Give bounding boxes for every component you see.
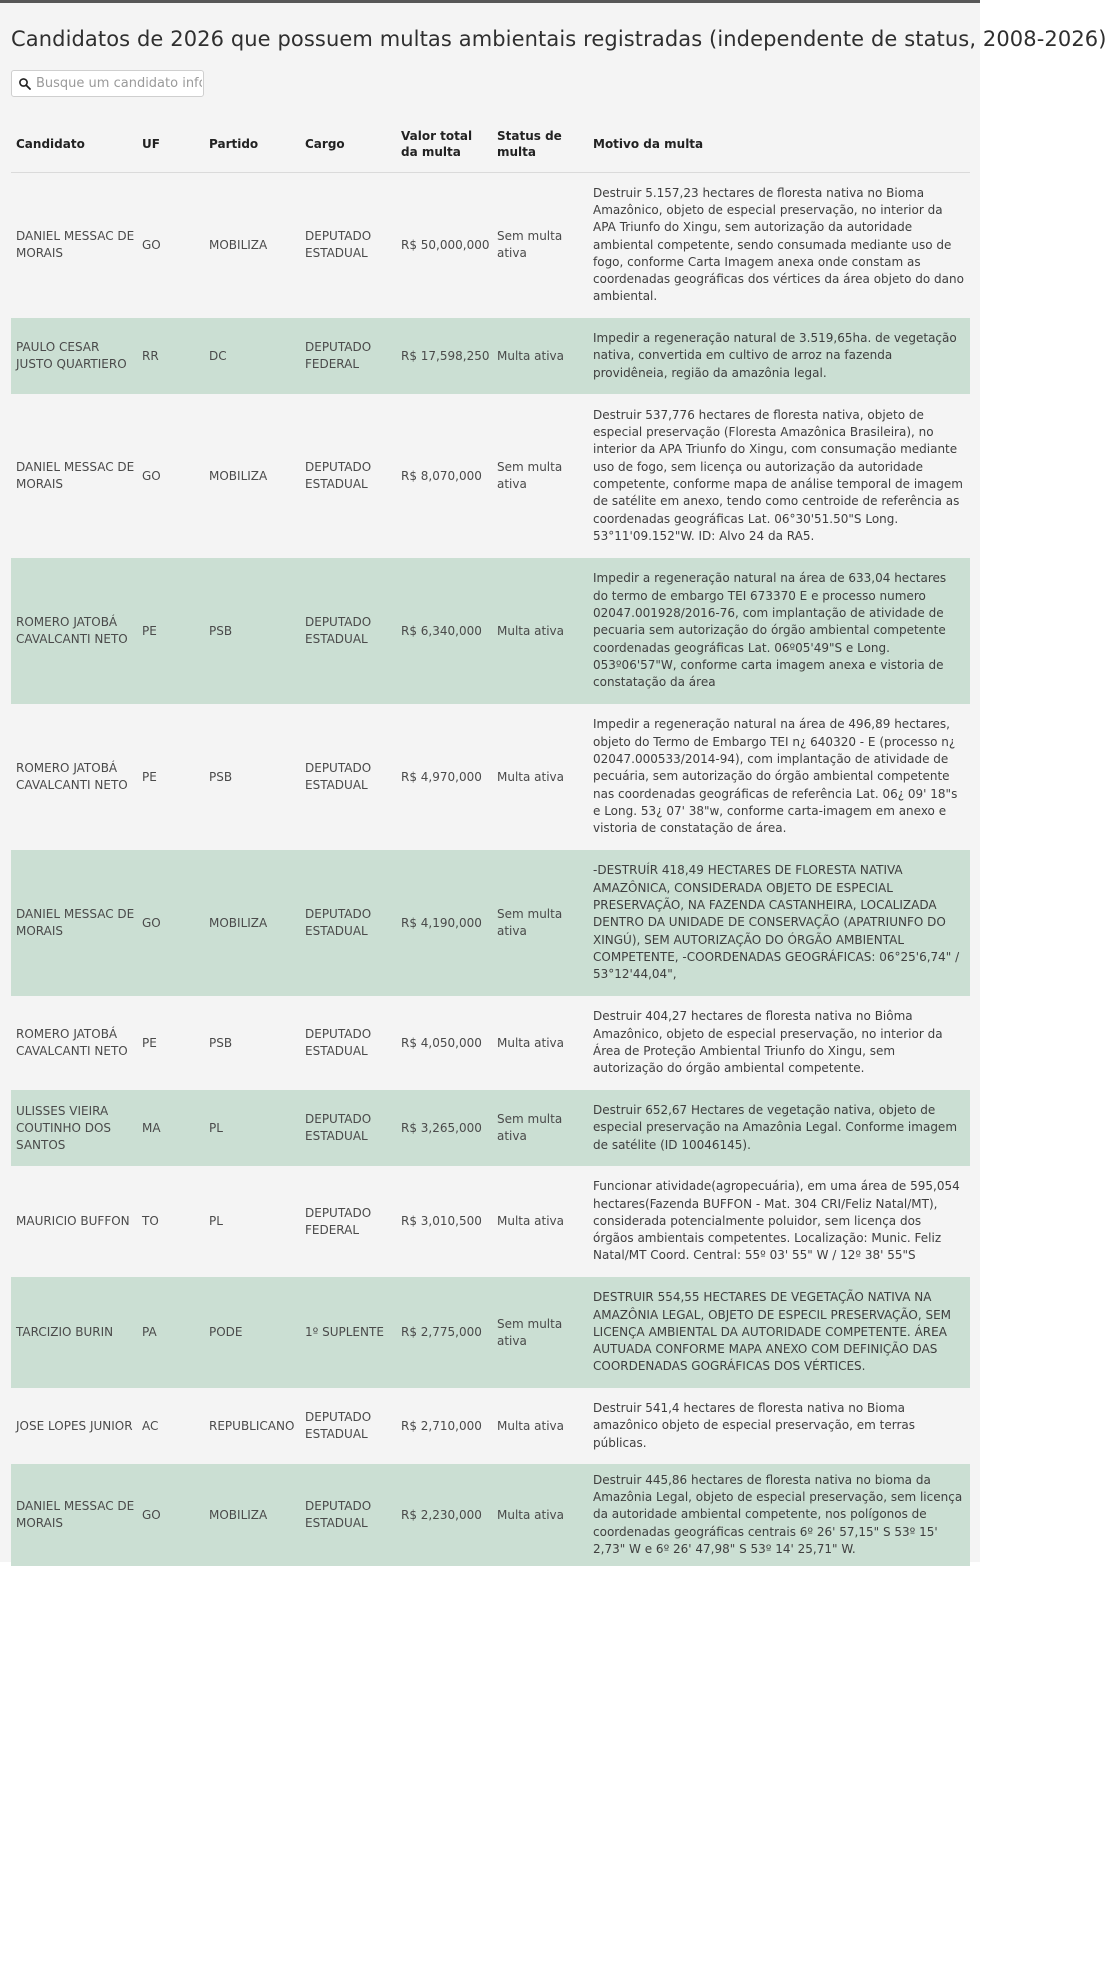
cell-partido: PL — [204, 1090, 300, 1166]
cell-status: Multa ativa — [492, 1464, 588, 1566]
cell-motivo: Destruir 404,27 hectares de floresta nativa no Biôma Amazônico, objeto de especial preservação, no interior da Área de Proteção Ambiental Triunfo do Xingu, sem autorização do órgão ambiental competente. — [593, 1009, 943, 1076]
cell-valor: R$ 2,230,000 — [396, 1464, 492, 1566]
table-header-row — [11, 116, 970, 172]
cell-uf: AC — [142, 1418, 159, 1433]
table-row — [11, 1166, 970, 1277]
search-box[interactable] — [11, 70, 204, 97]
table-row — [11, 996, 970, 1090]
cell-motivo: Destruir 445,86 hectares de floresta nativa no bioma da Amazônia Legal, objeto de especial preservação, sem licença da autoridade ambiental competente, nos polígonos de coordenadas geográficas centrais 6º 26' 57,15" S 53º 15' 2,73" W e 6º 26' 47,98" S 53º 14' 25,71" W. — [588, 1464, 970, 1566]
table-row — [11, 394, 970, 558]
cell-valor: R$ 3,265,000 — [396, 1090, 492, 1166]
cell-cargo: DEPUTADO ESTADUAL — [305, 761, 372, 792]
cell-uf: PE — [137, 558, 204, 704]
cell-candidato: TARCIZIO BURIN — [11, 1277, 137, 1388]
cell-uf: MA — [137, 1090, 204, 1166]
cell-motivo: Destruir 541,4 hectares de floresta nativa no Bioma amazônico objeto de especial preservação, em terras públicas. — [593, 1401, 916, 1450]
cell-status: Multa ativa — [492, 558, 588, 704]
col-header-valor[interactable]: Valor total da multa — [396, 116, 492, 172]
cell-candidato: ROMERO JATOBÁ CAVALCANTI NETO — [16, 1027, 128, 1058]
cell-valor: R$ 4,190,000 — [396, 850, 492, 996]
cell-uf: GO — [142, 468, 161, 483]
cell-partido: PSB — [204, 558, 300, 704]
cell-cargo: DEPUTADO ESTADUAL — [305, 1410, 372, 1441]
cell-partido: MOBILIZA — [204, 1464, 300, 1566]
cell-uf: GO — [137, 850, 204, 996]
cell-cargo: DEPUTADO ESTADUAL — [305, 460, 372, 491]
cell-status: Sem multa ativa — [497, 229, 563, 261]
search-icon — [18, 77, 32, 91]
cell-motivo: Destruir 652,67 Hectares de vegetação nativa, objeto de especial preservação na Amazônia Legal. Conforme imagem de satélite (ID 10046145). — [588, 1090, 970, 1166]
page-title: Candidatos de 2026 que possuem multas ambientais registradas (independente de status, 2008-2026) — [11, 27, 1107, 51]
cell-motivo: Impedir a regeneração natural na área de 633,04 hectares do termo de embargo TEI 673370 E e processo numero 02047.001928/2016-76, com implantação de atividade de pecuaria sem autorização do órgão ambiental competente coordenadas geográficas Lat. 06º05'49"S e Long. 053º06'57"W, conforme carta imagem anexa e vistoria de constatação da área — [588, 558, 970, 704]
cell-uf: GO — [142, 237, 161, 252]
cell-partido: PSB — [209, 769, 233, 784]
cell-cargo: DEPUTADO FEDERAL — [300, 318, 396, 394]
table-row — [11, 850, 970, 996]
col-header-motivo[interactable]: Motivo da multa — [588, 116, 970, 172]
cell-candidato: DANIEL MESSAC DE MORAIS — [11, 850, 137, 996]
table-body — [11, 172, 970, 1566]
cell-partido: MOBILIZA — [209, 237, 268, 252]
cell-candidato: DANIEL MESSAC DE MORAIS — [16, 460, 135, 491]
table-row — [11, 1464, 970, 1566]
cell-partido: PSB — [209, 1035, 233, 1050]
cell-valor: R$ 6,340,000 — [396, 558, 492, 704]
table-row — [11, 318, 970, 394]
table-row — [11, 172, 970, 318]
table-row — [11, 1388, 970, 1464]
cell-candidato: ULISSES VIEIRA COUTINHO DOS SANTOS — [11, 1090, 137, 1166]
cell-motivo: DESTRUIR 554,55 HECTARES DE VEGETAÇÃO NATIVA NA AMAZÔNIA LEGAL, OBJETO DE ESPECIL PRESERVAÇÃO, SEM LICENÇA AMBIENTAL DA AUTORIDADE COMPETENTE. ÁREA AUTUADA CONFORME MAPA ANEXO COM DEFINIÇÃO DAS COORDENADAS GOGRÁFICAS DOS VÉRTICES. — [588, 1277, 970, 1388]
cell-partido: REPUBLICANO — [209, 1418, 295, 1433]
cell-valor: R$ 2,775,000 — [396, 1277, 492, 1388]
cell-candidato: ROMERO JATOBÁ CAVALCANTI NETO — [16, 761, 128, 792]
cell-valor: R$ 4,050,000 — [401, 1035, 482, 1050]
cell-status: Sem multa ativa — [497, 460, 563, 491]
cell-motivo: Destruir 5.157,23 hectares de floresta nativa no Bioma Amazônico, objeto de especial preservação, no interior da APA Triunfo do Xingu, sem autorização da autoridade ambiental competente, sendo consumada mediante uso de fogo, conforme Carta Imagem anexa onde constam as coordenadas geográficas dos vértices da área objeto do dano ambiental. — [593, 185, 964, 304]
cell-cargo: DEPUTADO ESTADUAL — [305, 229, 372, 261]
cell-cargo: DEPUTADO ESTADUAL — [300, 1464, 396, 1566]
col-header-uf[interactable]: UF — [137, 116, 204, 172]
cell-valor: R$ 2,710,000 — [401, 1418, 482, 1433]
col-header-partido[interactable]: Partido — [204, 116, 300, 172]
table-row — [11, 1277, 970, 1388]
cell-candidato: PAULO CESAR JUSTO QUARTIERO — [11, 318, 137, 394]
fines-table — [11, 116, 970, 1566]
cell-candidato: ROMERO JATOBÁ CAVALCANTI NETO — [11, 558, 137, 704]
cell-uf: PA — [137, 1277, 204, 1388]
cell-candidato: MAURICIO BUFFON — [16, 1214, 130, 1228]
cell-motivo: Impedir a regeneração natural de 3.519,65ha. de vegetação nativa, convertida em cultivo de arroz na fazenda providêneia, região da amazônia legal. — [588, 318, 970, 394]
cell-status: Sem multa ativa — [492, 850, 588, 996]
cell-uf: RR — [137, 318, 204, 394]
cell-uf: PE — [142, 1035, 157, 1050]
cell-motivo: -DESTRUÍR 418,49 HECTARES DE FLORESTA NATIVA AMAZÔNICA, CONSIDERADA OBJETO DE ESPECIAL PRESERVAÇÃO, NA FAZENDA CASTANHEIRA, LOCALIZADA DENTRO DA UNIDADE DE CONSERVAÇÃO (APATRIUNFO DO XINGÚ), SEM AUTORIZAÇÃO DO ÓRGÃO AMBIENTAL COMPETENTE, -COORDENADAS GEOGRÁFICAS: 06°25'6,74" / 53°12'44,04", — [588, 850, 970, 996]
cell-motivo: Funcionar atividade(agropecuária), em uma área de 595,054 hectares(Fazenda BUFFON - Mat. 304 CRI/Feliz Natal/MT), considerada potencialmente poluidor, sem licença dos órgãos ambientais competentes. Localização: Munic. Feliz Natal/MT Coord. Central: 55º 03' 55" W / 12º 38' 55"S — [593, 1179, 960, 1263]
col-header-candidato[interactable]: Candidato — [11, 116, 137, 172]
cell-status: Multa ativa — [492, 318, 588, 394]
cell-valor: R$ 8,070,000 — [401, 468, 482, 483]
cell-cargo: DEPUTADO ESTADUAL — [300, 558, 396, 704]
cell-cargo: 1º SUPLENTE — [300, 1277, 396, 1388]
cell-status: Multa ativa — [497, 1035, 565, 1050]
search-input[interactable] — [36, 71, 202, 96]
cell-cargo: DEPUTADO ESTADUAL — [300, 850, 396, 996]
cell-partido: DC — [204, 318, 300, 394]
cell-cargo: DEPUTADO ESTADUAL — [300, 1090, 396, 1166]
col-header-cargo[interactable]: Cargo — [300, 116, 396, 172]
cell-uf: GO — [137, 1464, 204, 1566]
table-row — [11, 558, 970, 704]
cell-status: Sem multa ativa — [492, 1090, 588, 1166]
col-header-status[interactable]: Status de multa — [492, 116, 588, 172]
cell-valor: R$ 50,000,000 — [401, 237, 490, 252]
cell-motivo: Impedir a regeneração natural na área de 496,89 hectares, objeto do Termo de Embargo TEI n¿ 640320 - E (processo n¿ 02047.000533/2014-94), com implantação de atividade de pecuária, sem autorização do órgão ambiental competente nas coordenadas geográficas de referência Lat. 06¿ 09' 18"s e Long. 53¿ 07' 38"w, conforme carta-imagem em anexo e vistoria de constatação de área. — [593, 717, 958, 836]
table-row — [11, 1090, 970, 1166]
cell-status: Multa ativa — [497, 1214, 565, 1228]
cell-partido: PODE — [204, 1277, 300, 1388]
cell-partido: PL — [209, 1214, 223, 1228]
cell-partido: MOBILIZA — [204, 850, 300, 996]
cell-valor: R$ 17,598,250 — [396, 318, 492, 394]
cell-status: Sem multa ativa — [492, 1277, 588, 1388]
cell-status: Multa ativa — [497, 1418, 565, 1433]
cell-uf: PE — [142, 769, 157, 784]
cell-candidato: DANIEL MESSAC DE MORAIS — [16, 229, 135, 261]
cell-candidato: DANIEL MESSAC DE MORAIS — [11, 1464, 137, 1566]
cell-valor: R$ 3,010,500 — [401, 1214, 482, 1228]
cell-partido: MOBILIZA — [209, 468, 268, 483]
cell-uf: TO — [142, 1214, 159, 1228]
cell-motivo: Destruir 537,776 hectares de floresta nativa, objeto de especial preservação (Floresta Amazônica Brasileira), no interior da APA Triunfo do Xingu, com consumação mediante uso de fogo, sem licença ou autorização da autoridade competente, conforme mapa de análise temporal de imagem de satélite em anexo, tendo como centroide de referência as coordenadas geográficas Lat. 06°30'51.50"S Long. 53°11'09.152"W. ID: Alvo 24 da RA5. — [593, 407, 963, 543]
cell-valor: R$ 4,970,000 — [401, 769, 482, 784]
cell-status: Multa ativa — [497, 769, 565, 784]
cell-cargo: DEPUTADO ESTADUAL — [305, 1027, 372, 1058]
cell-cargo: DEPUTADO FEDERAL — [305, 1205, 372, 1237]
table-row — [11, 704, 970, 850]
cell-candidato: JOSE LOPES JUNIOR — [16, 1418, 133, 1433]
